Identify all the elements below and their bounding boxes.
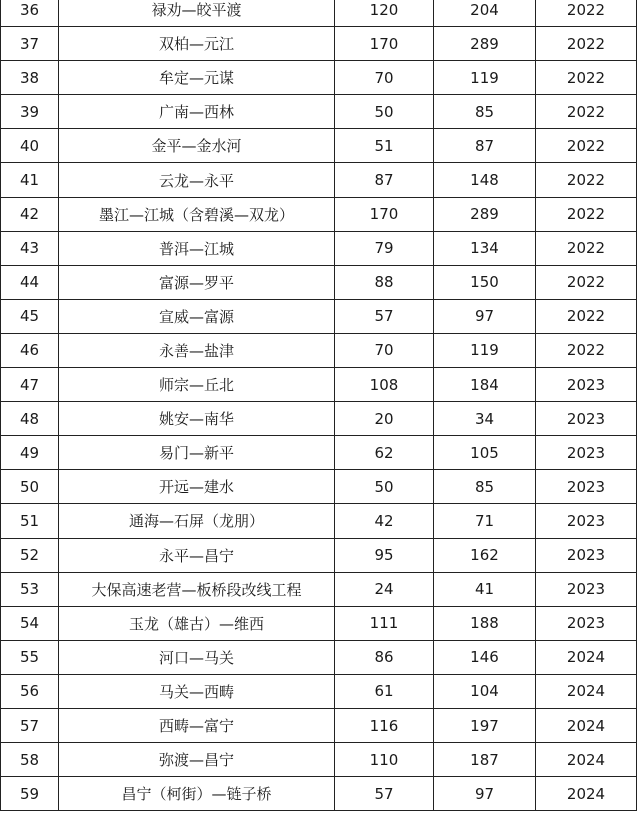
investment-value-cell: 146 <box>434 640 536 674</box>
length-value-cell: 57 <box>335 299 434 333</box>
row-number-cell: 39 <box>1 95 59 129</box>
length-value-cell: 87 <box>335 163 434 197</box>
route-name-cell: 宣威—富源 <box>59 299 335 333</box>
length-value-cell: 116 <box>335 708 434 742</box>
row-number-cell: 42 <box>1 197 59 231</box>
table-row <box>1 27 637 61</box>
row-number-cell: 36 <box>1 0 59 27</box>
year-cell: 2024 <box>536 674 637 708</box>
year-cell: 2023 <box>536 436 637 470</box>
route-name-cell: 永平—昌宁 <box>59 538 335 572</box>
investment-value-cell: 162 <box>434 538 536 572</box>
investment-value-cell: 97 <box>434 777 536 811</box>
row-number-cell: 58 <box>1 743 59 777</box>
investment-value-cell: 87 <box>434 129 536 163</box>
table-row <box>1 231 637 265</box>
row-number-cell: 44 <box>1 265 59 299</box>
length-value-cell: 57 <box>335 777 434 811</box>
length-value-cell: 108 <box>335 368 434 402</box>
row-number-cell: 56 <box>1 674 59 708</box>
table-row <box>1 299 637 333</box>
table-row <box>1 95 637 129</box>
year-cell: 2023 <box>536 470 637 504</box>
investment-value-cell: 119 <box>434 333 536 367</box>
table-row <box>1 743 637 777</box>
row-number-cell: 41 <box>1 163 59 197</box>
table-row <box>1 708 637 742</box>
year-cell: 2022 <box>536 197 637 231</box>
row-number-cell: 59 <box>1 777 59 811</box>
row-number-cell: 45 <box>1 299 59 333</box>
table-row <box>1 333 637 367</box>
year-cell: 2023 <box>536 572 637 606</box>
row-number-cell: 51 <box>1 504 59 538</box>
route-name-cell: 昌宁（柯街）—链子桥 <box>59 777 335 811</box>
length-value-cell: 110 <box>335 743 434 777</box>
year-cell: 2024 <box>536 743 637 777</box>
route-name-cell: 河口—马关 <box>59 640 335 674</box>
year-cell: 2022 <box>536 299 637 333</box>
year-cell: 2022 <box>536 27 637 61</box>
route-name-cell: 师宗—丘北 <box>59 368 335 402</box>
length-value-cell: 51 <box>335 129 434 163</box>
route-name-cell: 牟定—元谋 <box>59 61 335 95</box>
route-name-cell: 通海—石屏（龙朋） <box>59 504 335 538</box>
route-name-cell: 开远—建水 <box>59 470 335 504</box>
route-name-cell: 广南—西林 <box>59 95 335 129</box>
year-cell: 2022 <box>536 95 637 129</box>
row-number-cell: 52 <box>1 538 59 572</box>
length-value-cell: 111 <box>335 606 434 640</box>
length-value-cell: 61 <box>335 674 434 708</box>
year-cell: 2024 <box>536 708 637 742</box>
table-row <box>1 0 637 27</box>
table-row <box>1 606 637 640</box>
route-name-cell: 马关—西畴 <box>59 674 335 708</box>
year-cell: 2023 <box>536 504 637 538</box>
length-value-cell: 170 <box>335 197 434 231</box>
table-row <box>1 402 637 436</box>
route-name-cell: 普洱—江城 <box>59 231 335 265</box>
year-cell: 2023 <box>536 606 637 640</box>
length-value-cell: 42 <box>335 504 434 538</box>
length-value-cell: 20 <box>335 402 434 436</box>
investment-value-cell: 41 <box>434 572 536 606</box>
route-name-cell: 永善—盐津 <box>59 333 335 367</box>
length-value-cell: 120 <box>335 0 434 27</box>
route-name-cell: 大保高速老营—板桥段改线工程 <box>59 572 335 606</box>
route-name-cell: 姚安—南华 <box>59 402 335 436</box>
route-name-cell: 弥渡—昌宁 <box>59 743 335 777</box>
row-number-cell: 49 <box>1 436 59 470</box>
route-name-cell: 墨江—江城（含碧溪—双龙） <box>59 197 335 231</box>
length-value-cell: 79 <box>335 231 434 265</box>
route-name-cell: 云龙—永平 <box>59 163 335 197</box>
year-cell: 2024 <box>536 640 637 674</box>
length-value-cell: 95 <box>335 538 434 572</box>
row-number-cell: 47 <box>1 368 59 402</box>
row-number-cell: 43 <box>1 231 59 265</box>
route-name-cell: 禄劝—皎平渡 <box>59 0 335 27</box>
year-cell: 2023 <box>536 402 637 436</box>
year-cell: 2022 <box>536 265 637 299</box>
length-value-cell: 170 <box>335 27 434 61</box>
route-name-cell: 易门—新平 <box>59 436 335 470</box>
investment-value-cell: 150 <box>434 265 536 299</box>
year-cell: 2022 <box>536 129 637 163</box>
investment-value-cell: 289 <box>434 27 536 61</box>
table-row <box>1 436 637 470</box>
table-row <box>1 640 637 674</box>
table-row <box>1 197 637 231</box>
table-row <box>1 265 637 299</box>
length-value-cell: 62 <box>335 436 434 470</box>
route-name-cell: 西畴—富宁 <box>59 708 335 742</box>
row-number-cell: 55 <box>1 640 59 674</box>
row-number-cell: 40 <box>1 129 59 163</box>
table-row <box>1 674 637 708</box>
table-row <box>1 61 637 95</box>
table-row <box>1 777 637 811</box>
length-value-cell: 50 <box>335 95 434 129</box>
table-row <box>1 129 637 163</box>
row-number-cell: 37 <box>1 27 59 61</box>
length-value-cell: 86 <box>335 640 434 674</box>
table-row <box>1 538 637 572</box>
length-value-cell: 24 <box>335 572 434 606</box>
route-name-cell: 金平—金水河 <box>59 129 335 163</box>
investment-value-cell: 188 <box>434 606 536 640</box>
year-cell: 2022 <box>536 333 637 367</box>
row-number-cell: 57 <box>1 708 59 742</box>
route-name-cell: 双柏—元江 <box>59 27 335 61</box>
year-cell: 2022 <box>536 231 637 265</box>
length-value-cell: 50 <box>335 470 434 504</box>
investment-value-cell: 148 <box>434 163 536 197</box>
row-number-cell: 46 <box>1 333 59 367</box>
route-name-cell: 富源—罗平 <box>59 265 335 299</box>
table-row <box>1 470 637 504</box>
route-name-cell: 玉龙（雄古）—维西 <box>59 606 335 640</box>
investment-value-cell: 104 <box>434 674 536 708</box>
year-cell: 2023 <box>536 538 637 572</box>
investment-value-cell: 71 <box>434 504 536 538</box>
length-value-cell: 70 <box>335 61 434 95</box>
length-value-cell: 70 <box>335 333 434 367</box>
investment-value-cell: 85 <box>434 470 536 504</box>
investment-value-cell: 97 <box>434 299 536 333</box>
table-row <box>1 504 637 538</box>
row-number-cell: 54 <box>1 606 59 640</box>
row-number-cell: 38 <box>1 61 59 95</box>
investment-value-cell: 197 <box>434 708 536 742</box>
investment-value-cell: 34 <box>434 402 536 436</box>
year-cell: 2022 <box>536 163 637 197</box>
table-row <box>1 368 637 402</box>
investment-value-cell: 204 <box>434 0 536 27</box>
table-row <box>1 163 637 197</box>
investment-value-cell: 187 <box>434 743 536 777</box>
row-number-cell: 53 <box>1 572 59 606</box>
year-cell: 2024 <box>536 777 637 811</box>
investment-value-cell: 184 <box>434 368 536 402</box>
table-row <box>1 572 637 606</box>
investment-value-cell: 134 <box>434 231 536 265</box>
year-cell: 2022 <box>536 0 637 27</box>
table-body <box>1 0 637 811</box>
year-cell: 2023 <box>536 368 637 402</box>
investment-value-cell: 289 <box>434 197 536 231</box>
investment-value-cell: 85 <box>434 95 536 129</box>
investment-value-cell: 119 <box>434 61 536 95</box>
investment-value-cell: 105 <box>434 436 536 470</box>
year-cell: 2022 <box>536 61 637 95</box>
length-value-cell: 88 <box>335 265 434 299</box>
row-number-cell: 50 <box>1 470 59 504</box>
row-number-cell: 48 <box>1 402 59 436</box>
